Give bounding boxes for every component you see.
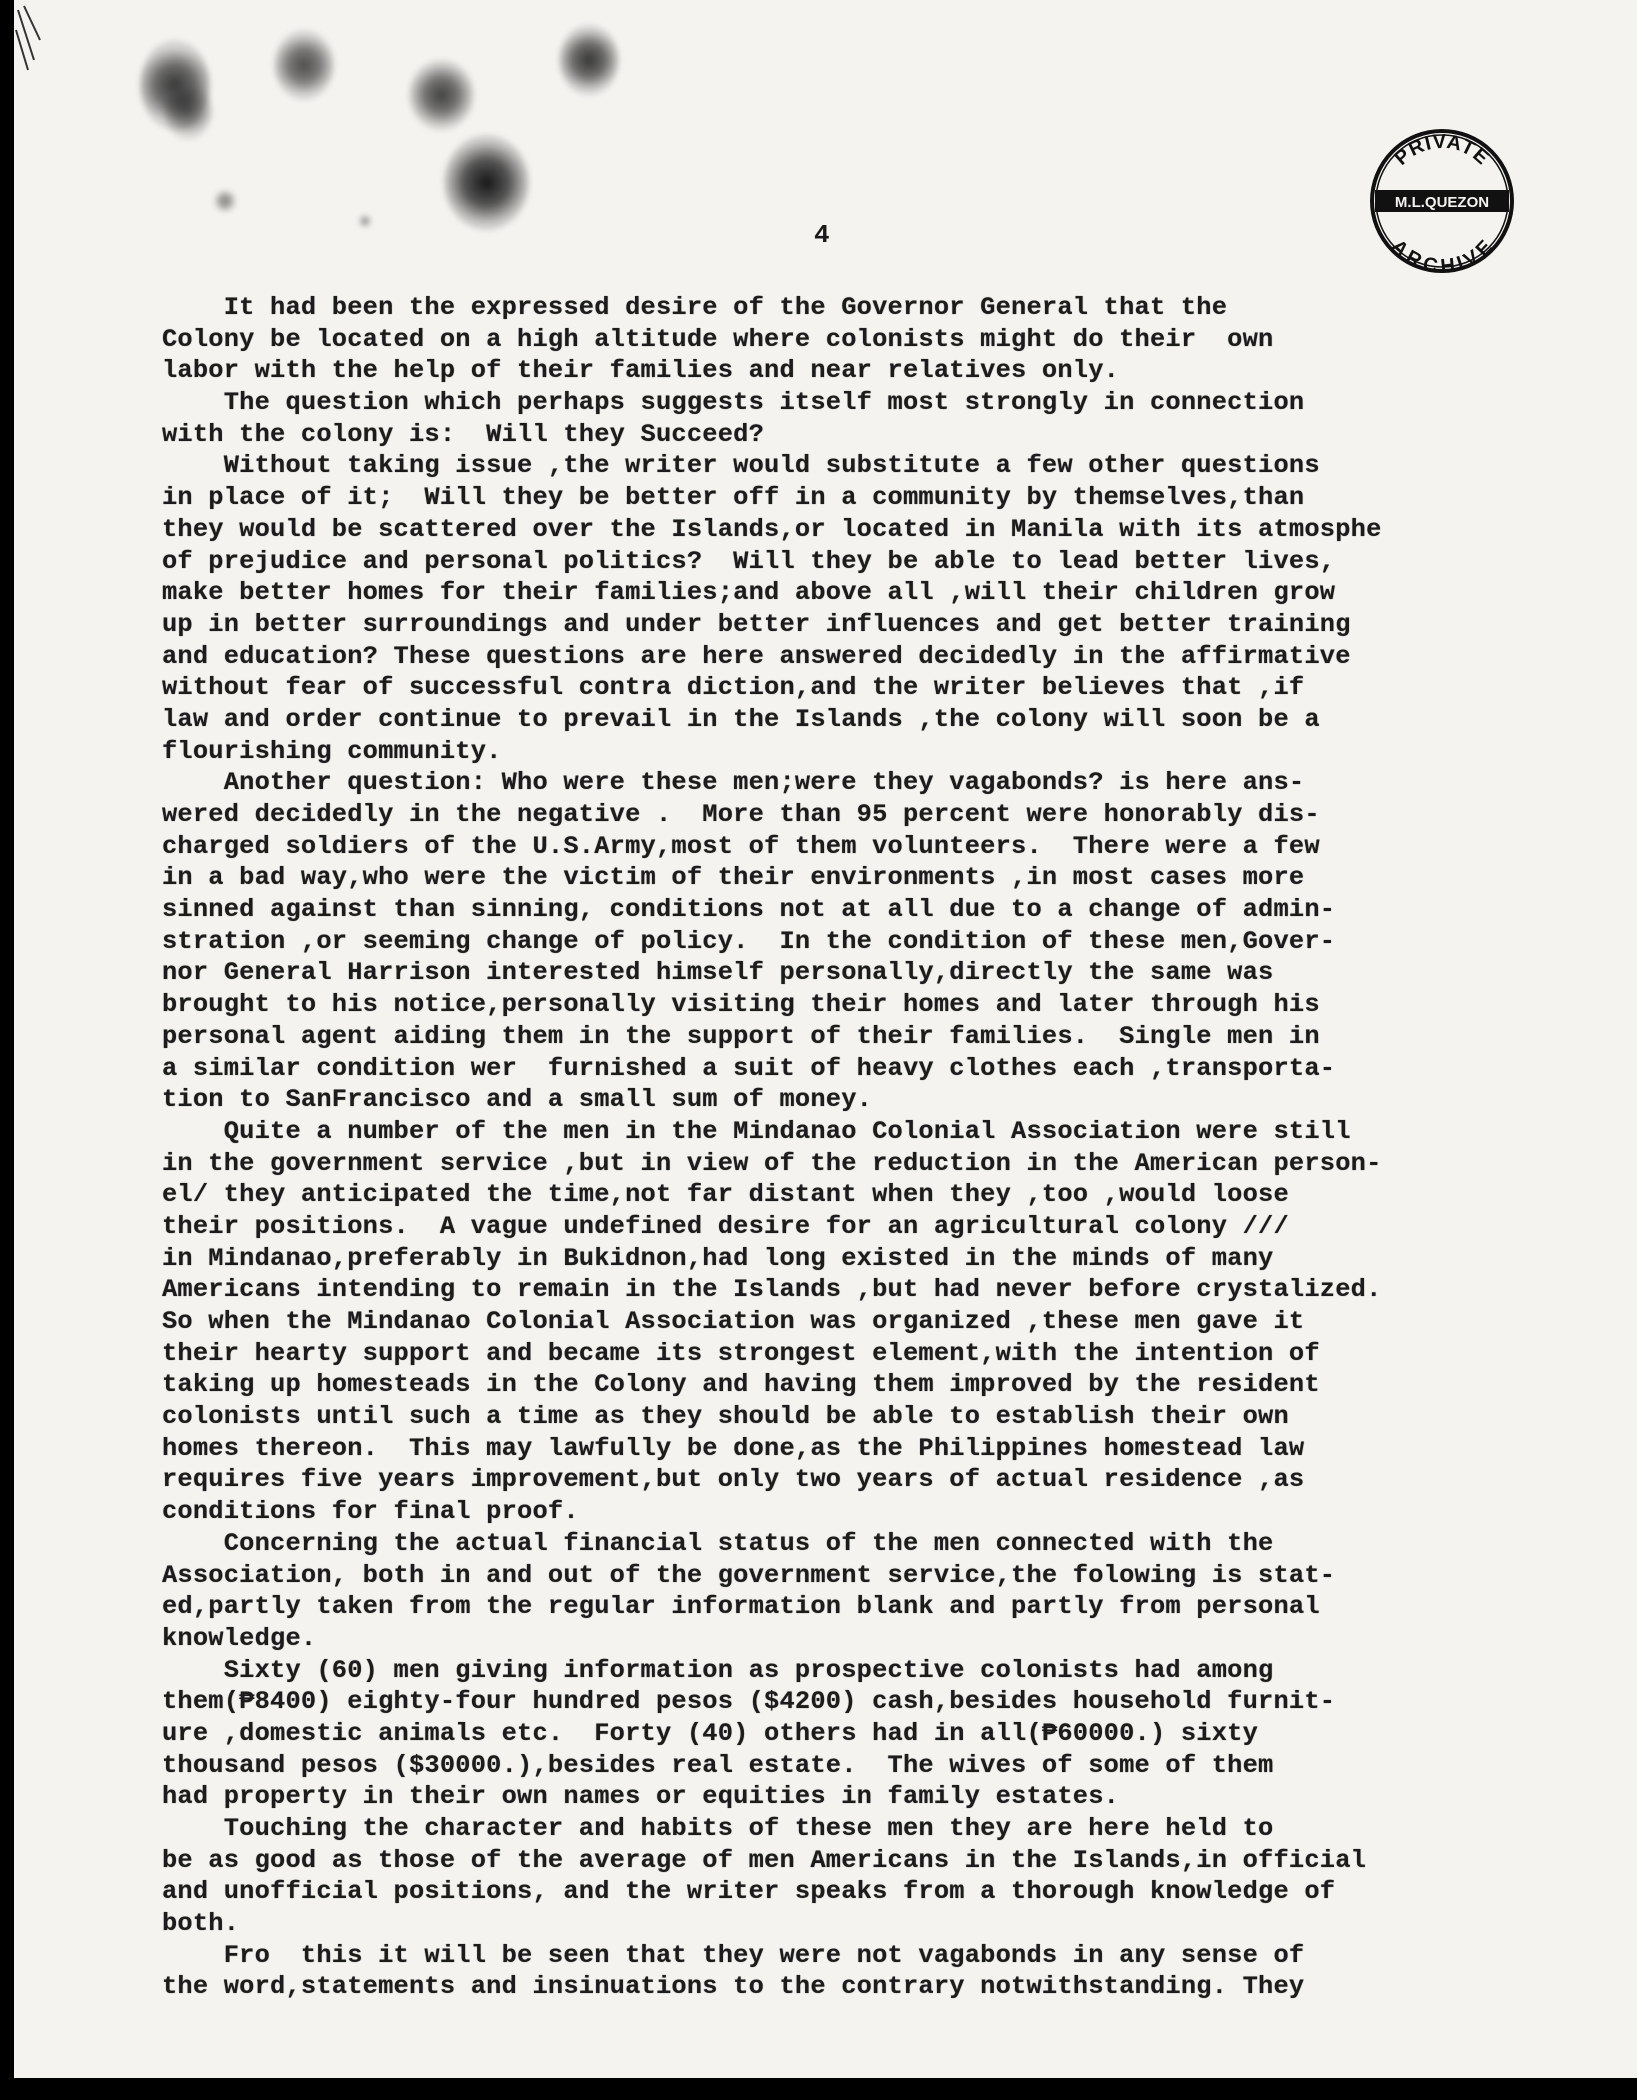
- text-line: labor with the help of their families and near relatives only.: [162, 356, 1120, 386]
- text-line: So when the Mindanao Colonial Association was organized ,these men gave it: [162, 1307, 1305, 1336]
- text-line: stration ,or seeming change of policy. In the condition of these men,Gover-: [162, 926, 1336, 956]
- text-line: a similar condition wer furnished a suit of heavy clothes each ,transporta-: [162, 1053, 1336, 1083]
- text-line: of prejudice and personal politics? Will they be able to lead better lives,: [162, 546, 1336, 576]
- text-line: make better homes for their families;and above all ,will their children grow: [162, 578, 1336, 608]
- stamp-top-text: PRIVATE: [1390, 130, 1494, 170]
- text-line: be as good as those of the average of men Americans in the Islands,in official: [162, 1845, 1367, 1875]
- ink-smudge: [409, 60, 474, 130]
- text-line: requires five years improvement,but only two years of actual residence ,as: [162, 1465, 1305, 1495]
- text-line: them(₱8400) eighty-four hundred pesos ($4200) cash,besides household furnit-: [162, 1687, 1336, 1717]
- body-text: [162, 292, 1632, 2003]
- text-line: without fear of successful contra diction,and the writer believes that ,if: [162, 673, 1305, 703]
- text-line: sinned against than sinning, conditions not at all due to a change of admin-: [162, 895, 1336, 925]
- ink-smudge: [214, 190, 236, 212]
- text-line: taking up homesteads in the Colony and having them improved by the resident: [162, 1370, 1320, 1400]
- text-line: in Mindanao,preferably in Bukidnon,had long existed in the minds of many: [162, 1243, 1274, 1273]
- text-line: and unofficial positions, and the writer speaks from a thorough knowledge of: [162, 1877, 1336, 1907]
- document-page: [14, 0, 1637, 2078]
- text-line: Touching the character and habits of these men they are here held to: [162, 1814, 1274, 1843]
- text-line: Concerning the actual financial status of the men connected with the: [162, 1528, 1274, 1558]
- text-line: with the colony is: Will they Succeed?: [162, 419, 765, 449]
- text-line: law and order continue to prevail in the Islands ,the colony will soon be a: [162, 704, 1320, 734]
- text-line: brought to his notice,personally visiting their homes and later through his: [162, 990, 1320, 1020]
- svg-text:PRIVATE: [1390, 131, 1493, 170]
- text-line: ed,partly taken from the regular information blank and partly from personal: [162, 1592, 1320, 1622]
- text-line: flourishing community.: [162, 736, 502, 766]
- torn-edge-marks: [14, 0, 56, 120]
- ink-smudge: [359, 215, 371, 227]
- text-line: both.: [162, 1909, 240, 1939]
- text-line: tion to SanFrancisco and a small sum of money.: [162, 1085, 873, 1115]
- text-line: Another question: Who were these men;were they vagabonds? is here ans-: [162, 768, 1305, 798]
- text-line: the word,statements and insinuations to the contrary notwithstanding. They: [162, 1972, 1305, 2002]
- text-line: The question which perhaps suggests itself most strongly in connection: [162, 388, 1305, 418]
- svg-text:ARCHIVE: [1387, 236, 1498, 276]
- ink-smudge: [274, 30, 334, 100]
- text-line: had property in their own names or equities in family estates.: [162, 1782, 1120, 1812]
- text-line: nor General Harrison interested himself personally,directly the same was: [162, 958, 1274, 988]
- stamp-bottom-text: ARCHIVE: [1386, 235, 1498, 276]
- text-line: homes thereon. This may lawfully be done,as the Philippines homestead law: [162, 1433, 1305, 1463]
- text-line: knowledge.: [162, 1623, 317, 1653]
- text-line: and education? These questions are here answered decidedly in the affirmative: [162, 641, 1351, 671]
- text-line: their hearty support and became its strongest element,with the intention of: [162, 1338, 1320, 1368]
- text-line: in a bad way,who were the victim of their environments ,in most cases more: [162, 863, 1305, 893]
- text-line: Association, both in and out of the government service,the folowing is stat-: [162, 1560, 1336, 1590]
- text-line: conditions for final proof.: [162, 1497, 579, 1527]
- archive-stamp: [1367, 126, 1517, 276]
- ink-smudge: [444, 135, 529, 230]
- ink-smudge: [164, 80, 212, 140]
- stamp-middle-text: M.L.QUEZON: [1394, 194, 1490, 211]
- text-line: Sixty (60) men giving information as prospective colonists had among: [162, 1655, 1274, 1685]
- text-line: in place of it; Will they be better off in a community by themselves,than: [162, 483, 1305, 513]
- text-line: el/ they anticipated the time,not far distant when they ,too ,would loose: [162, 1180, 1289, 1210]
- text-line: up in better surroundings and under better influences and get better training: [162, 609, 1351, 639]
- text-line: Quite a number of the men in the Mindanao Colonial Association were still: [162, 1116, 1351, 1146]
- text-line: wered decidedly in the negative . More than 95 percent were honorably dis-: [162, 800, 1320, 829]
- text-line: their positions. A vague undefined desire for an agricultural colony ///: [162, 1211, 1289, 1241]
- text-line: personal agent aiding them in the support of their families. Single men in: [162, 1021, 1320, 1051]
- text-line: Fro this it will be seen that they were not vagabonds in any sense of: [162, 1940, 1305, 1970]
- page-number: 4: [814, 220, 830, 250]
- text-line: Americans intending to remain in the Islands ,but had never before crystalized.: [162, 1275, 1382, 1305]
- ink-smudge: [559, 25, 619, 95]
- text-line: It had been the expressed desire of the Governor General that the: [162, 293, 1228, 322]
- text-line: in the government service ,but in view of the reduction in the American person-: [162, 1148, 1382, 1178]
- text-line: colonists until such a time as they should be able to establish their own: [162, 1402, 1289, 1432]
- text-line: charged soldiers of the U.S.Army,most of them volunteers. There were a few: [162, 831, 1320, 861]
- text-line: thousand pesos ($30000.),besides real estate. The wives of some of them: [162, 1750, 1274, 1780]
- text-line: they would be scattered over the Islands,or located in Manila with its atmosphe: [162, 514, 1382, 544]
- text-line: ure ,domestic animals etc. Forty (40) others had in all(₱60000.) sixty: [162, 1718, 1259, 1748]
- text-line: Colony be located on a high altitude where colonists might do their own: [162, 324, 1274, 354]
- text-line: Without taking issue ,the writer would substitute a few other questions: [162, 451, 1320, 481]
